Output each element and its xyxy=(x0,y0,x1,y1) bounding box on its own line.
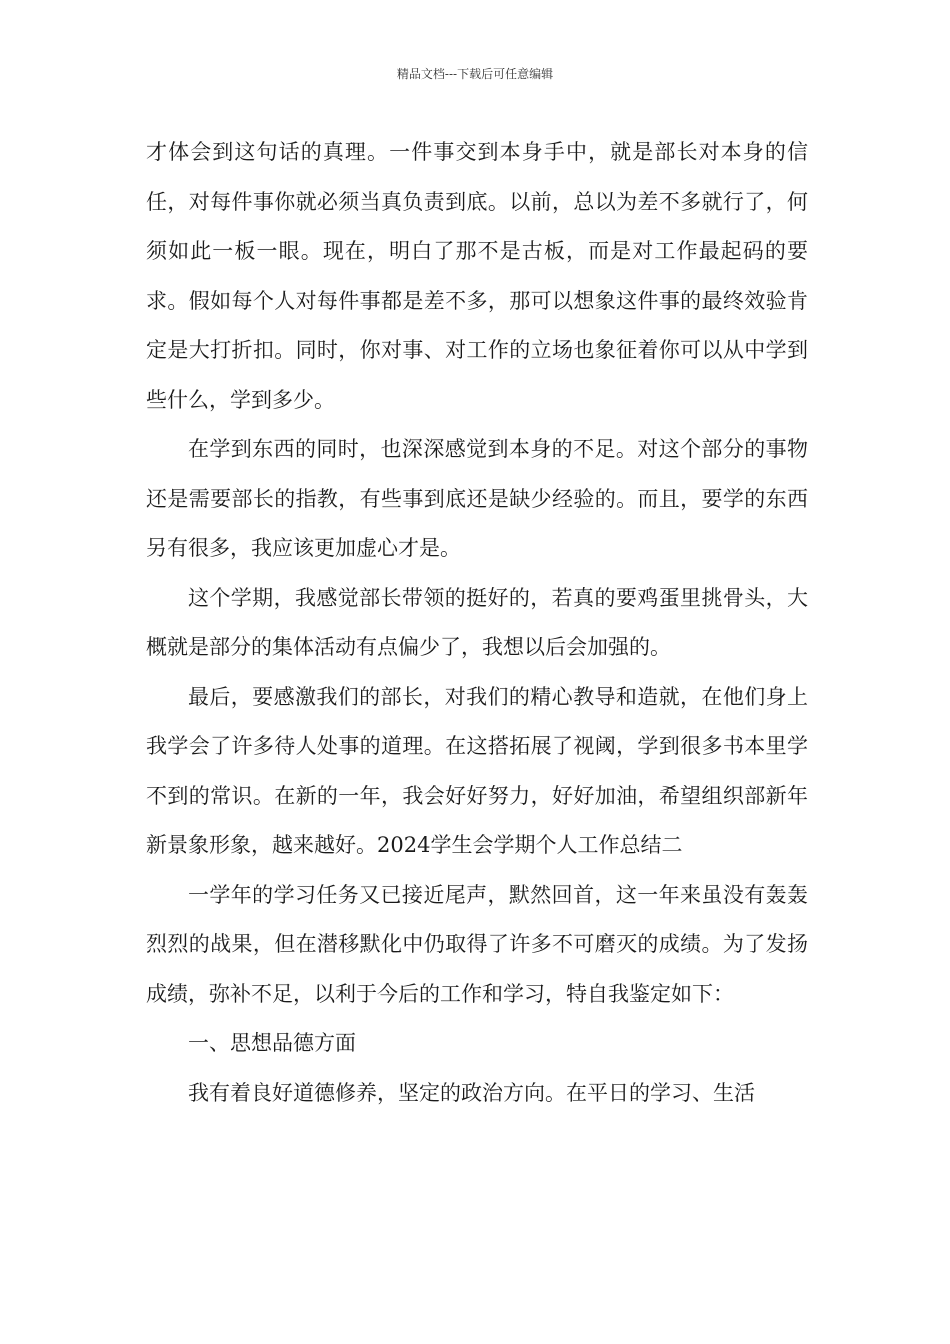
section-heading: 一、思想品德方面 xyxy=(188,1031,356,1055)
paragraph-3: 这个学期，我感觉部长带领的挺好的，若真的要鸡蛋里挑骨头，大概就是部分的集体活动有点偏少了，我想以后会加强的。 xyxy=(146,585,808,659)
paragraph-5: 一学年的学习任务又已接近尾声，默然回首，这一年来虽没有轰轰烈烈的战果，但在潜移默化中仍取得了许多不可磨灭的成绩。为了发扬成绩，弥补不足，以利于今后的工作和学习，特自我鉴定如下： xyxy=(146,882,808,1006)
paragraph-4: 最后，要感激我们的部长，对我们的精心教导和造就，在他们身上我学会了许多待人处事的道理。在这搭拓展了视阈，学到很多书本里学不到的常识。在新的一年，我会好好努力，好好加油，希望组织部新年新景象形象，越来越好。2024学生会学期个人工作总结二 xyxy=(146,684,808,857)
paragraph-2: 在学到东西的同时，也深深感觉到本身的不足。对这个部分的事物还是需要部长的指教，有些事到底还是缺少经验的。而且，要学的东西另有很多，我应该更加虚心才是。 xyxy=(146,437,808,560)
paragraph-1: 才体会到这句话的真理。一件事交到本身手中，就是部长对本身的信任，对每件事你就必须当真负责到底。以前，总以为差不多就行了，何须如此一板一眼。现在，明白了那不是古板，而是对工作最起码的要求。假如每个人对每件事都是差不多，那可以想象这件事的最终效验肯定是大打折扣。同时，你对事、对工作的立场也象征着你可以从中学到些什么，学到多少。 xyxy=(146,140,808,412)
document-body xyxy=(146,128,808,1118)
paragraph-6: 我有着良好道德修养，坚定的政治方向。在平日的学习、生活 xyxy=(188,1080,755,1105)
page-header: 精品文档---下载后可任意编辑 xyxy=(396,67,554,81)
